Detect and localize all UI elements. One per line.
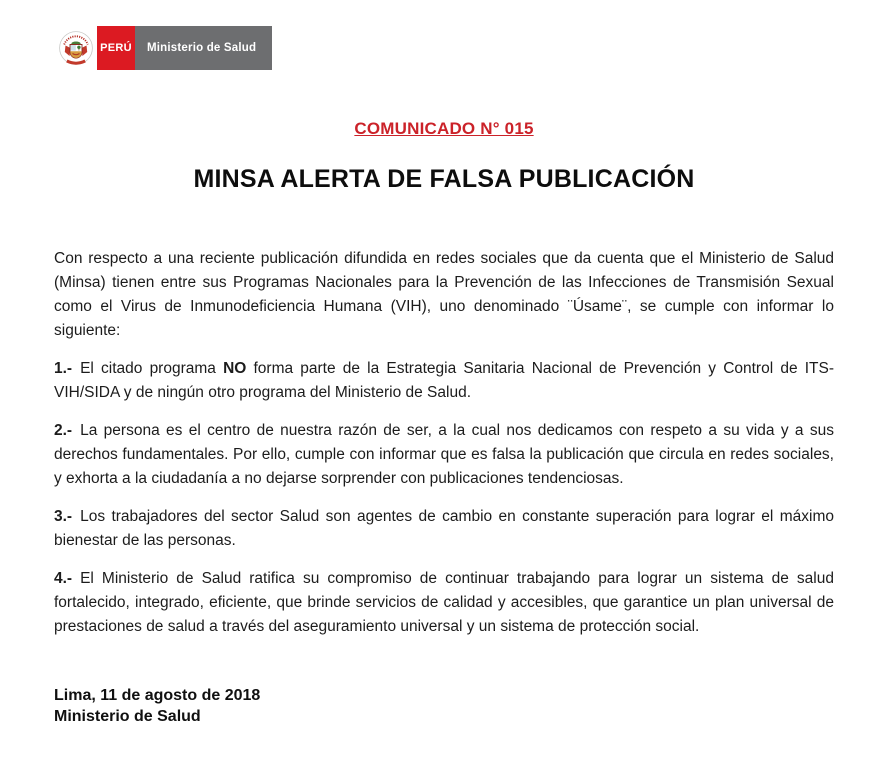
item-1-number: 1.- [54,360,73,377]
item-1-bold-word: NO [223,360,247,377]
item-4-text: El Ministerio de Salud ratifica su compromiso de continuar trabajando para lograr un sistema de salud fortalecido, integrado, eficiente, que brinde servicios de calidad y accesibles, que garantice un plan universal de prestaciones de salud a través del aseguramiento universal y un sistema de protección social. [54,570,834,635]
item-4-number: 4.- [54,570,73,587]
list-item-2 [54,419,834,491]
list-item-4 [54,567,834,639]
list-item-1 [54,357,834,405]
communique-number: COMUNICADO N° 015 [354,119,534,138]
item-2-number: 2.- [54,422,73,439]
list-item-3 [54,505,834,553]
item-3-text: Los trabajadores del sector Salud son agentes de cambio en constante superación para lograr el máximo bienestar de las personas. [54,508,834,549]
item-1-text-pre: El citado programa [80,360,224,377]
place-date-line: Lima, 11 de agosto de 2018 [54,687,261,704]
item-2-text: La persona es el centro de nuestra razón de ser, a la cual nos dedicamos con respeto a su vida y a sus derechos fundamentales. Por ello, cumple con informar que es falsa la publicación que circula en redes sociales, y exhorta a la ciudadanía a no dejarse sorprender con publicaciones tendenciosas. [54,422,834,487]
intro-paragraph: Con respecto a una reciente publicación difundida en redes sociales que da cuenta que el Ministerio de Salud (Minsa) tienen entre sus Programas Nacionales para la Prevención de las Infecciones de Transmisión Sexual como el Virus de Inmunodeficiencia Humana (VIH), uno denominado ¨Úsame¨, se cumple con informar lo siguiente: [54,250,834,339]
document-title: MINSA ALERTA DE FALSA PUBLICACIÓN [193,165,695,193]
item-3-number: 3.- [54,508,73,525]
item-1-text-post: forma parte de la Estrategia Sanitaria Nacional de Prevención y Control de ITS-VIH/SIDA y de ningún otro programa del Ministerio de Salud. [54,360,835,401]
peru-label: PERÚ [100,42,132,54]
document-content [54,0,834,727]
signer-line: Ministerio de Salud [54,708,201,725]
signature-block [54,685,834,727]
ministry-label: Ministerio de Salud [147,42,257,54]
